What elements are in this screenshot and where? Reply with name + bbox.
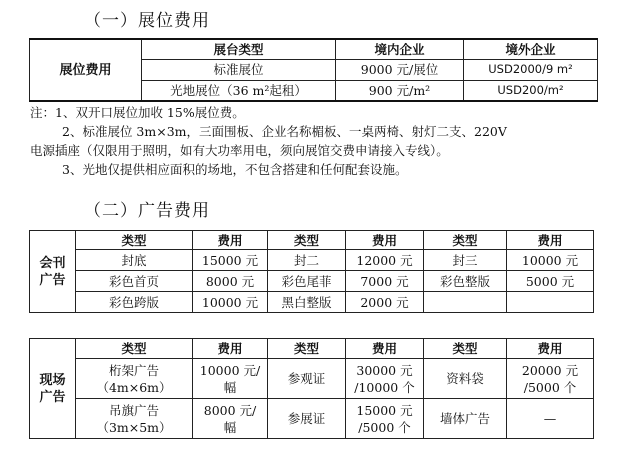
note-line: 3、光地仅提供相应面积的场地，不包含搭建和任何配套设施。	[62, 162, 408, 177]
journal-cell: 黑白整版	[268, 292, 346, 313]
journal-cell: 2000 元	[346, 292, 424, 313]
onsite-cell: 15000 元 /5000 个	[346, 399, 424, 439]
journal-cell: 彩色整版	[424, 271, 507, 292]
journal-header: 类型	[76, 231, 193, 250]
journal-header: 费用	[346, 231, 424, 250]
booth-cell: 标准展位	[142, 59, 336, 80]
journal-cell	[507, 292, 594, 313]
booth-header-domestic: 境内企业	[336, 39, 464, 59]
booth-cell: 900 元/m²	[336, 80, 464, 101]
journal-cell: 10000 元	[507, 250, 594, 271]
journal-cell: 8000 元	[193, 271, 268, 292]
journal-row-header	[30, 231, 76, 313]
booth-cell: USD2000/9 m²	[464, 59, 598, 80]
onsite-row-header-label: 现场广告	[39, 372, 66, 405]
journal-cell: 5000 元	[507, 271, 594, 292]
journal-cell: 12000 元	[346, 250, 424, 271]
booth-header-overseas: 境外企业	[464, 39, 598, 59]
onsite-header: 类型	[424, 339, 507, 359]
booth-cell: 光地展位（36 m²起租）	[142, 80, 336, 101]
journal-cell: 封三	[424, 250, 507, 271]
booth-row-header: 展位费用	[30, 39, 142, 101]
journal-header: 费用	[193, 231, 268, 250]
note-line: 2、标准展位 3m×3m，三面围板、企业名称楣板、一桌两椅、射灯二支、220V	[62, 124, 507, 139]
onsite-header: 费用	[346, 339, 424, 359]
booth-section-title: （一）展位费用	[84, 11, 210, 31]
journal-header: 类型	[424, 231, 507, 250]
onsite-cell: 30000 元 /10000 个	[346, 359, 424, 399]
onsite-cell: 墙体广告	[424, 399, 507, 439]
journal-ads-table	[29, 230, 594, 313]
onsite-cell: 吊旗广告 （3m×5m）	[76, 399, 193, 439]
booth-fee-table	[29, 38, 598, 102]
journal-cell: 封二	[268, 250, 346, 271]
journal-cell: 彩色跨版	[76, 292, 193, 313]
booth-cell: 9000 元/展位	[336, 59, 464, 80]
onsite-cell: 10000 元/ 幅	[193, 359, 268, 399]
booth-cell: USD200/m²	[464, 80, 598, 101]
onsite-cell: 参观证	[268, 359, 346, 399]
onsite-cell: 8000 元/ 幅	[193, 399, 268, 439]
journal-cell: 15000 元	[193, 250, 268, 271]
onsite-cell: 桁架广告 （4m×6m）	[76, 359, 193, 399]
journal-cell: 彩色首页	[76, 271, 193, 292]
onsite-cell: 20000 元 /5000 个	[507, 359, 594, 399]
onsite-row-header	[30, 339, 76, 439]
journal-header: 费用	[507, 231, 594, 250]
journal-header: 类型	[268, 231, 346, 250]
journal-row-header-label: 会刊广告	[39, 255, 66, 288]
onsite-header: 费用	[193, 339, 268, 359]
journal-cell: 彩色尾菲	[268, 271, 346, 292]
note-line: 注：1、双开口展位加收 15%展位费。	[30, 105, 245, 120]
onsite-cell: 参展证	[268, 399, 346, 439]
onsite-cell: 资料袋	[424, 359, 507, 399]
booth-notes	[30, 103, 630, 179]
onsite-header: 类型	[268, 339, 346, 359]
journal-cell: 封底	[76, 250, 193, 271]
onsite-header: 类型	[76, 339, 193, 359]
note-line: 电源插座（仅限用于照明，如有大功率用电，须向展馆交费申请接入专线）。	[30, 143, 449, 158]
booth-header-type: 展台类型	[142, 39, 336, 59]
journal-cell	[424, 292, 507, 313]
onsite-header: 费用	[507, 339, 594, 359]
onsite-ads-table	[29, 338, 594, 439]
journal-cell: 7000 元	[346, 271, 424, 292]
onsite-cell: —	[507, 399, 594, 439]
journal-cell: 10000 元	[193, 292, 268, 313]
ads-section-title: （二）广告费用	[84, 201, 210, 221]
